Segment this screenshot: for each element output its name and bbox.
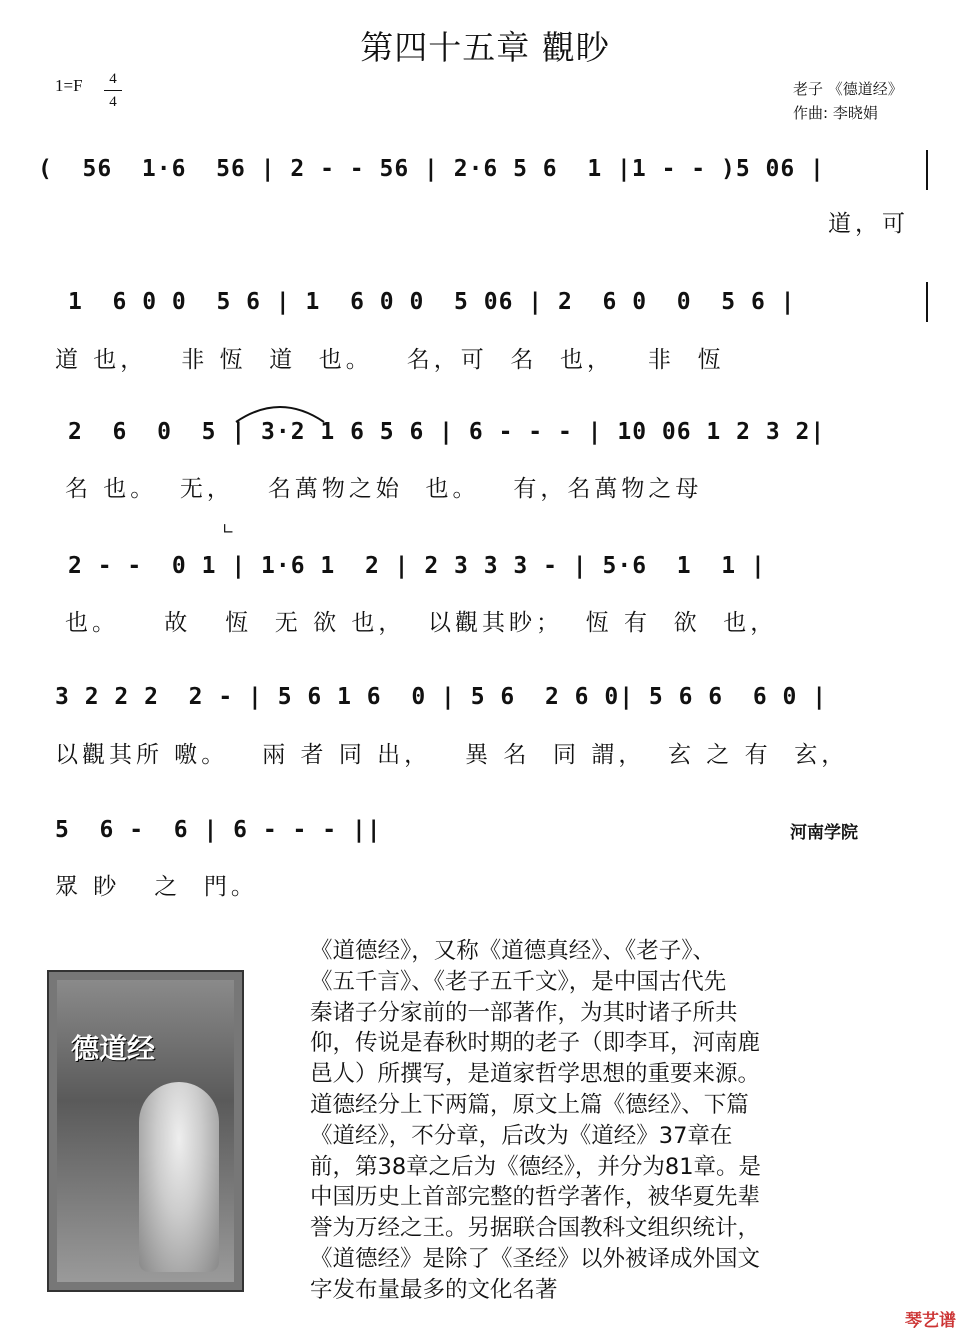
watermark-logo: 琴艺谱 — [905, 1311, 956, 1331]
meter-bottom: 4 — [109, 94, 117, 110]
score-row-1-notes: ( 56 1·6 56 | 2 - - 56 | 2·6 5 6 1 |1 - - )5 06 | — [38, 156, 825, 182]
description-line: 《道德经》是除了《圣经》以外被译成外国文 — [310, 1245, 761, 1272]
description-line: 《道德经》，又称《道德真经》、《老子》、 — [310, 938, 716, 964]
score-row-6-notes: 5 6 - 6 | 6 - - - || — [55, 817, 382, 843]
description-line: 《道经》，不分章，后改为《道经》37章在 — [310, 1122, 733, 1149]
description-line: 邑人）所撰写，是道家哲学思想的重要来源。 — [310, 1061, 761, 1088]
description-line: 中国历史上首部完整的哲学著作，被华夏先辈 — [310, 1184, 761, 1211]
score-row-6-lyrics: 眾 眇 之 門。 — [55, 874, 258, 900]
description-line: 道德经分上下两篇，原文上篇《德经》、下篇 — [310, 1091, 749, 1118]
score-row-3-lyrics: 名 也。 无， 名萬物之始 也。 有，名萬物之母 — [65, 476, 703, 502]
score-row-4-notes: 2 - - 0 1 | 1·6 1 2 | 2 3 3 3 - | 5·6 1 1 | — [68, 553, 766, 579]
book-cover-image — [47, 970, 244, 1292]
meter-top: 4 — [109, 71, 117, 87]
description-line: 仰，传说是春秋时期的老子（即李耳，河南鹿 — [310, 1030, 761, 1057]
score-row-2-notes: 1 6 0 0 5 6 | 1 6 0 0 5 06 | 2 6 0 0 5 6 | — [68, 289, 796, 315]
laozi-figure-icon — [139, 1082, 219, 1272]
score-row-1-lyrics: 道，可 — [828, 211, 909, 237]
description-line: 前，第38章之后为《德经》，并分为81章。是 — [310, 1153, 762, 1180]
barline — [926, 150, 928, 190]
score-row-5-notes: 3 2 2 2 2 - | 5 6 1 6 0 | 5 6 2 6 0| 5 6 6 6 0 | — [55, 684, 828, 710]
key-signature: 1=F — [55, 76, 83, 95]
description-text — [310, 936, 930, 1306]
page-title: 第四十五章 觀眇 — [360, 28, 610, 67]
school-credit: 河南学院 — [790, 823, 858, 843]
author-credit: 老子 《德道经》 — [793, 80, 903, 98]
score-row-5-lyrics: 以觀其所 噭。 兩 者 同 出， 異 名 同 謂， 玄 之 有 玄， — [55, 742, 849, 768]
description-line: 字发布量最多的文化名著 — [310, 1276, 558, 1303]
score-row-2-lyrics: 道 也， 非 恆 道 也。 名，可 名 也， 非 恆 — [55, 347, 725, 373]
description-line: 秦诸子分家前的一部著作，为其时诸子所共 — [310, 999, 738, 1026]
composer-credit: 作曲: 李晓娟 — [793, 104, 878, 122]
description-line: 《五千言》、《老子五千文》，是中国古代先 — [310, 968, 727, 995]
score-row-3-notes: 2 6 0 5 | 3·2 1 6 5 6 | 6 - - - | 10 06 1 2 3 2| — [68, 419, 826, 445]
time-signature — [104, 70, 122, 111]
meter-line — [104, 90, 122, 91]
breath-mark-icon: ∟ — [222, 520, 235, 538]
book-cover-title: 德道经 — [71, 1032, 156, 1065]
barline — [926, 282, 928, 322]
description-line: 誉为万经之王。另据联合国教科文组织统计， — [310, 1215, 761, 1242]
score-row-4-lyrics: 也。 故 恆 无 欲 也， 以觀其眇； 恆 有 欲 也， — [65, 610, 778, 636]
slur-mark — [232, 398, 328, 426]
